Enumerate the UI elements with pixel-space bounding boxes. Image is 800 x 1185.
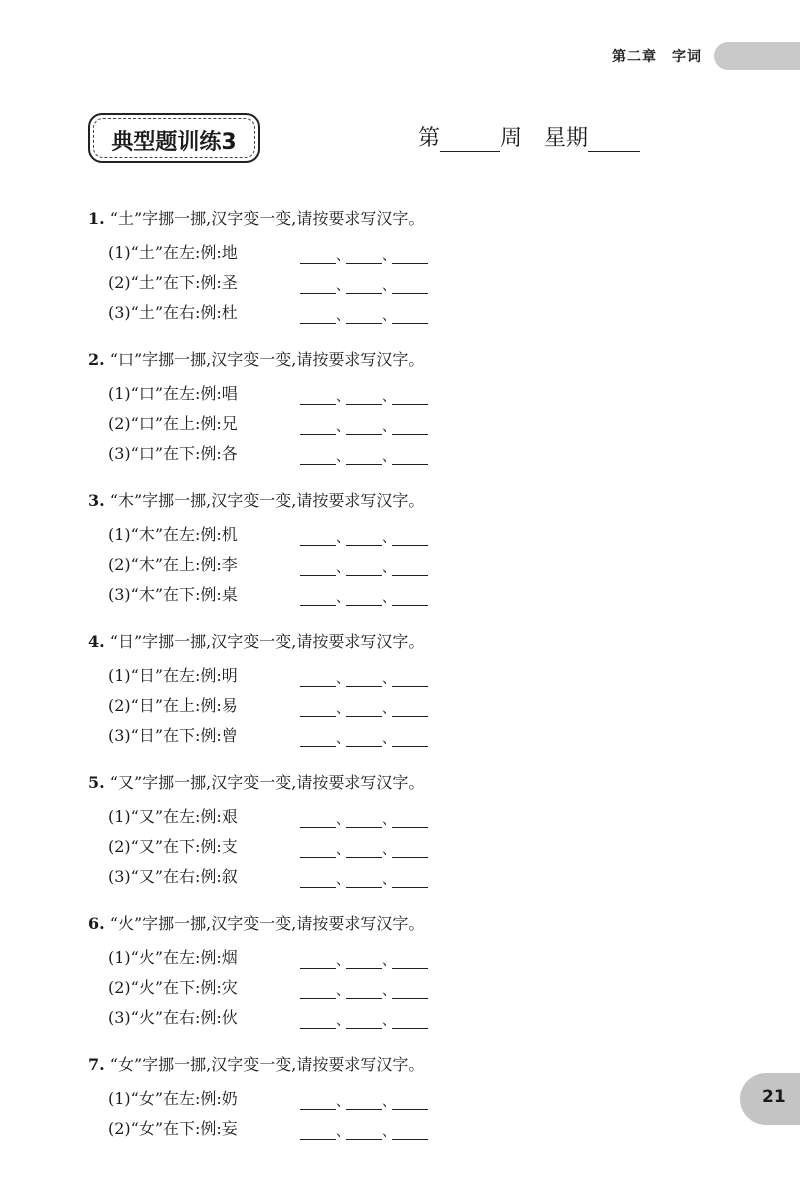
page-number: 21 bbox=[762, 1087, 786, 1107]
sub-question bbox=[88, 439, 688, 469]
answer-blank[interactable] bbox=[392, 670, 428, 687]
answer-blank[interactable] bbox=[346, 952, 382, 969]
question-number: 2. bbox=[88, 350, 105, 369]
question-text: “土”字挪一挪,汉字变一变,请按要求写汉字。 bbox=[109, 209, 425, 228]
sub-question bbox=[88, 862, 688, 892]
sub-question bbox=[88, 973, 688, 1003]
blank-separator: 、 bbox=[382, 1013, 396, 1029]
answer-blanks bbox=[300, 524, 428, 546]
answer-blank[interactable] bbox=[392, 811, 428, 828]
sub-question bbox=[88, 550, 688, 580]
blank-separator: 、 bbox=[336, 449, 350, 465]
answer-blank[interactable] bbox=[392, 841, 428, 858]
blank-separator: 、 bbox=[382, 983, 396, 999]
answer-blank[interactable] bbox=[392, 388, 428, 405]
answer-blank[interactable] bbox=[300, 388, 336, 405]
chapter-header bbox=[600, 42, 800, 70]
blank-separator: 、 bbox=[382, 701, 396, 717]
answer-blanks bbox=[300, 242, 428, 264]
exercise-title: 典型题训练3 bbox=[111, 130, 237, 155]
sub-question-label: (1)“日”在左:例:明 bbox=[108, 666, 238, 685]
blank-separator: 、 bbox=[336, 389, 350, 405]
blank-separator: 、 bbox=[382, 731, 396, 747]
answer-blanks bbox=[300, 836, 428, 858]
blank-separator: 、 bbox=[382, 530, 396, 546]
question-number: 3. bbox=[88, 491, 105, 510]
answer-blank[interactable] bbox=[300, 307, 336, 324]
answer-blank[interactable] bbox=[392, 277, 428, 294]
page-number-tab bbox=[740, 1073, 800, 1125]
answer-blank[interactable] bbox=[300, 700, 336, 717]
answer-blanks bbox=[300, 695, 428, 717]
week-day-line bbox=[418, 121, 640, 152]
blank-separator: 、 bbox=[382, 590, 396, 606]
blank-separator: 、 bbox=[336, 1013, 350, 1029]
question-7 bbox=[88, 1054, 688, 1144]
sub-question-label: (2)“土”在下:例:圣 bbox=[108, 273, 238, 292]
answer-blank[interactable] bbox=[392, 529, 428, 546]
answer-blank[interactable] bbox=[300, 952, 336, 969]
answer-blanks bbox=[300, 866, 428, 888]
sub-question bbox=[88, 661, 688, 691]
sub-question-label: (1)“口”在左:例:唱 bbox=[108, 384, 238, 403]
question-number: 4. bbox=[88, 632, 105, 651]
answer-blanks bbox=[300, 1007, 428, 1029]
sub-question-label: (2)“木”在上:例:李 bbox=[108, 555, 238, 574]
sub-question bbox=[88, 721, 688, 751]
question-2 bbox=[88, 349, 688, 469]
answer-blank[interactable] bbox=[346, 529, 382, 546]
sub-question-label: (3)“又”在右:例:叙 bbox=[108, 867, 238, 886]
question-heading bbox=[88, 631, 688, 661]
blank-separator: 、 bbox=[336, 590, 350, 606]
sub-question bbox=[88, 832, 688, 862]
answer-blanks bbox=[300, 383, 428, 405]
answer-blank[interactable] bbox=[392, 559, 428, 576]
answer-blanks bbox=[300, 272, 428, 294]
answer-blank[interactable] bbox=[346, 871, 382, 888]
blank-separator: 、 bbox=[336, 1124, 350, 1140]
blank-separator: 、 bbox=[382, 872, 396, 888]
answer-blank[interactable] bbox=[300, 1093, 336, 1110]
answer-blanks bbox=[300, 806, 428, 828]
blank-separator: 、 bbox=[336, 953, 350, 969]
sub-question bbox=[88, 520, 688, 550]
answer-blanks bbox=[300, 1088, 428, 1110]
answer-blank[interactable] bbox=[392, 700, 428, 717]
answer-blank[interactable] bbox=[346, 1123, 382, 1140]
blank-separator: 、 bbox=[382, 842, 396, 858]
blank-separator: 、 bbox=[336, 731, 350, 747]
question-text: “日”字挪一挪,汉字变一变,请按要求写汉字。 bbox=[109, 632, 425, 651]
sub-question bbox=[88, 409, 688, 439]
answer-blank[interactable] bbox=[300, 418, 336, 435]
sub-question-label: (2)“又”在下:例:支 bbox=[108, 837, 238, 856]
weekday-blank[interactable] bbox=[588, 127, 640, 152]
answer-blank[interactable] bbox=[392, 247, 428, 264]
sub-question-label: (3)“火”在右:例:伙 bbox=[108, 1008, 238, 1027]
answer-blank[interactable] bbox=[346, 811, 382, 828]
question-heading bbox=[88, 208, 688, 238]
answer-blank[interactable] bbox=[346, 982, 382, 999]
blank-separator: 、 bbox=[336, 872, 350, 888]
answer-blank[interactable] bbox=[392, 1012, 428, 1029]
chapter-tab-decoration bbox=[714, 42, 800, 70]
answer-blanks bbox=[300, 443, 428, 465]
answer-blank[interactable] bbox=[300, 871, 336, 888]
answer-blank[interactable] bbox=[346, 247, 382, 264]
blank-separator: 、 bbox=[336, 983, 350, 999]
sub-question-label: (3)“日”在下:例:曾 bbox=[108, 726, 238, 745]
sub-question bbox=[88, 943, 688, 973]
answer-blanks bbox=[300, 584, 428, 606]
blank-separator: 、 bbox=[382, 389, 396, 405]
sub-question-label: (2)“火”在下:例:灾 bbox=[108, 978, 238, 997]
answer-blank[interactable] bbox=[392, 1123, 428, 1140]
answer-blanks bbox=[300, 947, 428, 969]
blank-separator: 、 bbox=[336, 248, 350, 264]
question-text: “木”字挪一挪,汉字变一变,请按要求写汉字。 bbox=[109, 491, 425, 510]
sub-question-label: (1)“女”在左:例:奶 bbox=[108, 1089, 238, 1108]
question-number: 1. bbox=[88, 209, 105, 228]
blank-separator: 、 bbox=[382, 1094, 396, 1110]
answer-blank[interactable] bbox=[346, 448, 382, 465]
answer-blank[interactable] bbox=[392, 952, 428, 969]
answer-blanks bbox=[300, 725, 428, 747]
question-list bbox=[88, 208, 688, 1165]
answer-blank[interactable] bbox=[300, 247, 336, 264]
answer-blank[interactable] bbox=[300, 529, 336, 546]
blank-separator: 、 bbox=[382, 248, 396, 264]
sub-question-label: (1)“木”在左:例:机 bbox=[108, 525, 238, 544]
question-5 bbox=[88, 772, 688, 892]
answer-blank[interactable] bbox=[346, 589, 382, 606]
sub-question-label: (2)“口”在上:例:兄 bbox=[108, 414, 238, 433]
answer-blank[interactable] bbox=[392, 418, 428, 435]
question-1 bbox=[88, 208, 688, 328]
answer-blank[interactable] bbox=[346, 1012, 382, 1029]
sub-question bbox=[88, 580, 688, 610]
answer-blank[interactable] bbox=[392, 1093, 428, 1110]
question-3 bbox=[88, 490, 688, 610]
sub-question-label: (2)“女”在下:例:妄 bbox=[108, 1119, 238, 1138]
chapter-label: 第二章 字词 bbox=[612, 49, 702, 65]
answer-blank[interactable] bbox=[346, 277, 382, 294]
answer-blank[interactable] bbox=[392, 589, 428, 606]
question-text: “火”字挪一挪,汉字变一变,请按要求写汉字。 bbox=[109, 914, 425, 933]
sub-question bbox=[88, 1114, 688, 1144]
blank-separator: 、 bbox=[336, 842, 350, 858]
answer-blank[interactable] bbox=[300, 1012, 336, 1029]
week-middle: 周 星期 bbox=[500, 126, 589, 151]
answer-blank[interactable] bbox=[300, 1123, 336, 1140]
answer-blank[interactable] bbox=[300, 670, 336, 687]
answer-blanks bbox=[300, 554, 428, 576]
blank-separator: 、 bbox=[382, 308, 396, 324]
blank-separator: 、 bbox=[336, 812, 350, 828]
answer-blank[interactable] bbox=[300, 841, 336, 858]
blank-separator: 、 bbox=[382, 671, 396, 687]
sub-question-label: (3)“木”在下:例:桌 bbox=[108, 585, 238, 604]
answer-blank[interactable] bbox=[346, 730, 382, 747]
blank-separator: 、 bbox=[382, 560, 396, 576]
answer-blank[interactable] bbox=[300, 277, 336, 294]
sub-question-label: (3)“土”在右:例:杜 bbox=[108, 303, 238, 322]
blank-separator: 、 bbox=[336, 530, 350, 546]
answer-blank[interactable] bbox=[300, 589, 336, 606]
sub-question bbox=[88, 1003, 688, 1033]
question-heading bbox=[88, 490, 688, 520]
blank-separator: 、 bbox=[336, 1094, 350, 1110]
sub-question-label: (1)“土”在左:例:地 bbox=[108, 243, 238, 262]
sub-question bbox=[88, 238, 688, 268]
question-heading bbox=[88, 1054, 688, 1084]
answer-blank[interactable] bbox=[392, 871, 428, 888]
question-4 bbox=[88, 631, 688, 751]
blank-separator: 、 bbox=[336, 560, 350, 576]
blank-separator: 、 bbox=[382, 419, 396, 435]
answer-blanks bbox=[300, 302, 428, 324]
sub-question bbox=[88, 691, 688, 721]
blank-separator: 、 bbox=[336, 419, 350, 435]
answer-blank[interactable] bbox=[346, 670, 382, 687]
question-number: 6. bbox=[88, 914, 105, 933]
sub-question-label: (1)“又”在左:例:艰 bbox=[108, 807, 238, 826]
question-text: “口”字挪一挪,汉字变一变,请按要求写汉字。 bbox=[109, 350, 425, 369]
answer-blank[interactable] bbox=[346, 559, 382, 576]
sub-question bbox=[88, 1084, 688, 1114]
blank-separator: 、 bbox=[336, 308, 350, 324]
blank-separator: 、 bbox=[382, 812, 396, 828]
week-prefix: 第 bbox=[418, 126, 441, 151]
week-number-blank[interactable] bbox=[440, 127, 500, 152]
sub-question bbox=[88, 379, 688, 409]
answer-blanks bbox=[300, 413, 428, 435]
blank-separator: 、 bbox=[382, 278, 396, 294]
answer-blank[interactable] bbox=[392, 982, 428, 999]
blank-separator: 、 bbox=[336, 671, 350, 687]
answer-blanks bbox=[300, 977, 428, 999]
question-heading bbox=[88, 349, 688, 379]
blank-separator: 、 bbox=[336, 701, 350, 717]
question-number: 5. bbox=[88, 773, 105, 792]
answer-blank[interactable] bbox=[300, 448, 336, 465]
question-text: “又”字挪一挪,汉字变一变,请按要求写汉字。 bbox=[109, 773, 425, 792]
sub-question-label: (2)“日”在上:例:易 bbox=[108, 696, 238, 715]
answer-blank[interactable] bbox=[300, 811, 336, 828]
blank-separator: 、 bbox=[382, 1124, 396, 1140]
answer-blank[interactable] bbox=[300, 982, 336, 999]
sub-question bbox=[88, 298, 688, 328]
answer-blank[interactable] bbox=[392, 307, 428, 324]
sub-question-label: (1)“火”在左:例:烟 bbox=[108, 948, 238, 967]
answer-blanks bbox=[300, 1118, 428, 1140]
answer-blank[interactable] bbox=[346, 841, 382, 858]
answer-blank[interactable] bbox=[346, 700, 382, 717]
sub-question bbox=[88, 268, 688, 298]
question-number: 7. bbox=[88, 1055, 105, 1074]
answer-blank[interactable] bbox=[346, 418, 382, 435]
question-heading bbox=[88, 772, 688, 802]
question-text: “女”字挪一挪,汉字变一变,请按要求写汉字。 bbox=[109, 1055, 425, 1074]
exercise-title-box bbox=[88, 113, 260, 163]
answer-blank[interactable] bbox=[346, 307, 382, 324]
question-heading bbox=[88, 913, 688, 943]
answer-blank[interactable] bbox=[300, 559, 336, 576]
question-6 bbox=[88, 913, 688, 1033]
sub-question bbox=[88, 802, 688, 832]
answer-blank[interactable] bbox=[392, 448, 428, 465]
blank-separator: 、 bbox=[336, 278, 350, 294]
blank-separator: 、 bbox=[382, 953, 396, 969]
answer-blank[interactable] bbox=[346, 388, 382, 405]
sub-question-label: (3)“口”在下:例:各 bbox=[108, 444, 238, 463]
answer-blank[interactable] bbox=[346, 1093, 382, 1110]
answer-blanks bbox=[300, 665, 428, 687]
answer-blank[interactable] bbox=[392, 730, 428, 747]
answer-blank[interactable] bbox=[300, 730, 336, 747]
blank-separator: 、 bbox=[382, 449, 396, 465]
